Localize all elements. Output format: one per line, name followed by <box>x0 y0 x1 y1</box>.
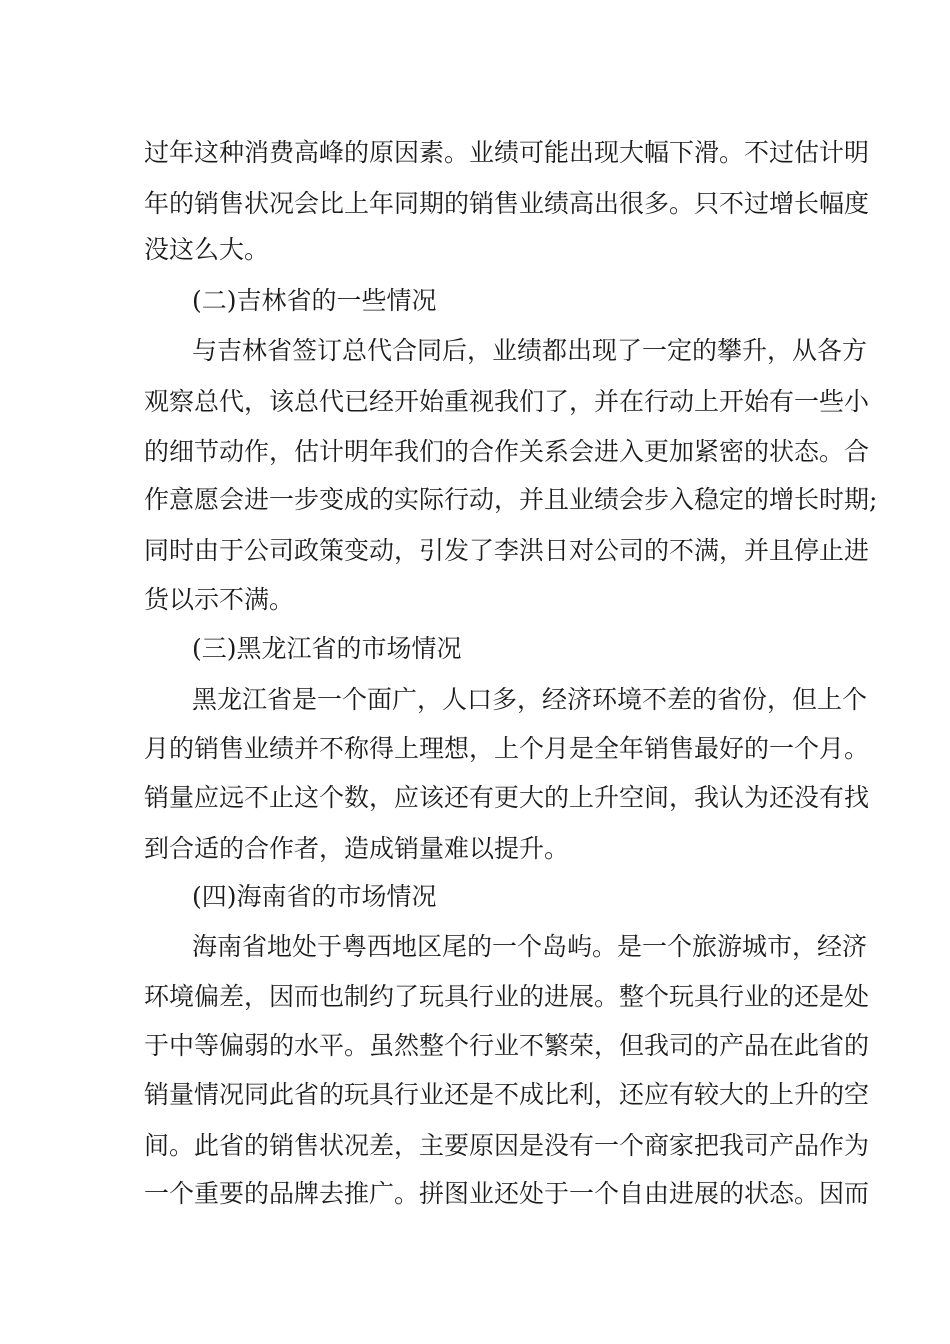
text-line: 的细节动作，估计明年我们的合作关系会进入更加紧密的状态。合 <box>144 437 870 466</box>
text-line: 到合适的合作者，造成销量难以提升。 <box>144 834 570 863</box>
text-line: 环境偏差，因而也制约了玩具行业的进展。整个玩具行业的还是处 <box>144 982 870 1011</box>
text-line: 海南省地处于粤西地区尾的一个岛屿。是一个旅游城市，经济 <box>192 932 868 961</box>
section-heading: (四)海南省的市场情况 <box>192 882 437 911</box>
text-line: 同时由于公司政策变动，引发了李洪日对公司的不满，并且停止进 <box>144 536 870 565</box>
text-line: 黑龙江省是一个面广，人口多，经济环境不差的省份，但上个 <box>192 685 868 714</box>
text-line: 没这么大。 <box>144 235 270 264</box>
text-line: 货以示不满。 <box>144 585 295 614</box>
text-line: 销量情况同此省的玩具行业还是不成比利，还应有较大的上升的空 <box>144 1080 870 1109</box>
text-line: 年的销售状况会比上年同期的销售业绩高出很多。只不过增长幅度 <box>144 189 870 218</box>
text-line: 作意愿会进一步变成的实际行动，并且业绩会步入稳定的增长时期; <box>144 485 878 514</box>
text-line: 观察总代，该总代已经开始重视我们了，并在行动上开始有一些小 <box>144 387 870 416</box>
section-heading: (二)吉林省的一些情况 <box>192 286 437 315</box>
text-line: 月的销售业绩并不称得上理想，上个月是全年销售最好的一个月。 <box>144 734 870 763</box>
section-heading: (三)黑龙江省的市场情况 <box>192 634 462 663</box>
text-line: 于中等偏弱的水平。虽然整个行业不繁荣，但我司的产品在此省的 <box>144 1031 870 1060</box>
text-line: 过年这种消费高峰的原因素。业绩可能出现大幅下滑。不过估计明 <box>144 138 870 167</box>
text-line: 一个重要的品牌去推广。拼图业还处于一个自由进展的状态。因而 <box>144 1179 870 1208</box>
text-line: 间。此省的销售状况差，主要原因是没有一个商家把我司产品作为 <box>144 1131 870 1160</box>
text-line: 销量应远不止这个数，应该还有更大的上升空间，我认为还没有找 <box>144 783 870 812</box>
text-line: 与吉林省签订总代合同后，业绩都出现了一定的攀升，从各方 <box>192 336 868 365</box>
